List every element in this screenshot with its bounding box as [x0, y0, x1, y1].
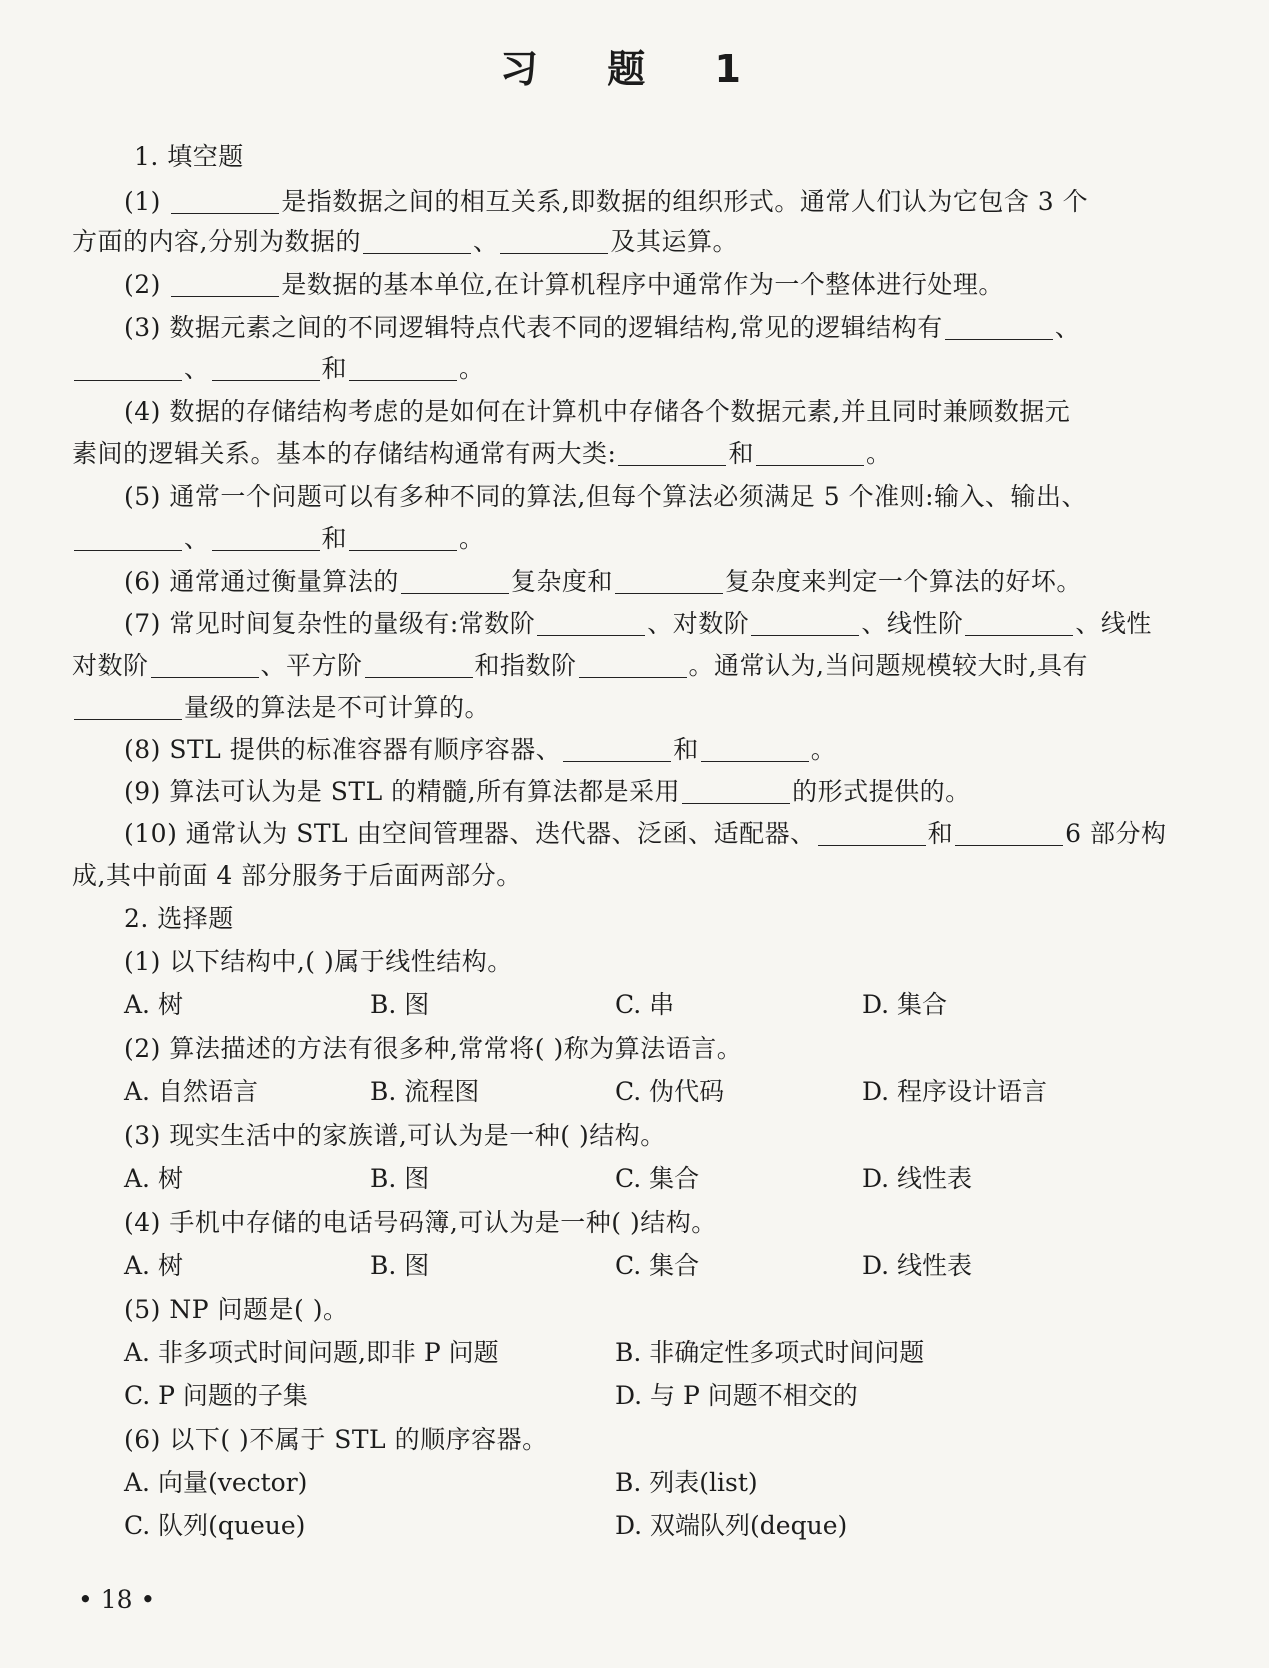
question-1-7-cont: 对数阶 、平方阶 和指数阶 。通常认为,当问题规模较大时,具有	[72, 651, 1088, 680]
option-c: C. 集合	[615, 1164, 700, 1193]
answer-blank	[212, 356, 320, 381]
option-a: A. 树	[124, 1251, 183, 1280]
answer-blank	[363, 229, 471, 254]
option-d: D. 程序设计语言	[862, 1077, 1048, 1106]
question-1-5: (5) 通常一个问题可以有多种不同的算法,但每个算法必须满足 5 个准则:输入、输出、	[124, 482, 1088, 511]
question-1-5-cont: 、 和 。	[72, 522, 1202, 556]
option-a: A. 非多项式时间问题,即非 P 问题	[124, 1338, 499, 1367]
answer-blank	[349, 356, 457, 381]
option-b: B. 列表(list)	[615, 1468, 758, 1497]
answer-blank	[74, 526, 182, 551]
question-1-8: (8) STL 提供的标准容器有顺序容器、 和 。	[124, 735, 837, 764]
question-1-10-cont: 成,其中前面 4 部分服务于后面两部分。	[72, 861, 522, 890]
answer-blank	[945, 315, 1053, 340]
option-c: C. 串	[615, 990, 675, 1019]
page-number: • 18 •	[78, 1585, 156, 1614]
option-c: C. 集合	[615, 1251, 700, 1280]
answer-blank	[579, 653, 687, 678]
answer-blank	[955, 821, 1063, 846]
answer-blank	[212, 526, 320, 551]
option-a: A. 树	[124, 1164, 183, 1193]
question-2-1: (1) 以下结构中,( )属于线性结构。	[124, 947, 513, 976]
answer-blank	[756, 441, 864, 466]
question-1-10: (10) 通常认为 STL 由空间管理器、迭代器、泛函、适配器、 和 6 部分构	[124, 819, 1167, 848]
question-1-3-cont: 、 和 。	[72, 352, 1202, 386]
option-b: B. 流程图	[370, 1077, 480, 1106]
question-1-2: (2) 是数据的基本单位,在计算机程序中通常作为一个整体进行处理。	[124, 270, 1004, 299]
question-1-4-cont: 素间的逻辑关系。基本的存储结构通常有两大类: 和 。	[72, 439, 892, 468]
question-2-3: (3) 现实生活中的家族谱,可认为是一种( )结构。	[124, 1121, 666, 1150]
question-1-7: (7) 常见时间复杂性的量级有:常数阶 、对数阶 、线性阶 、线性	[124, 609, 1152, 638]
option-b: B. 非确定性多项式时间问题	[615, 1338, 925, 1367]
answer-blank	[500, 229, 608, 254]
question-1-4: (4) 数据的存储结构考虑的是如何在计算机中存储各个数据元素,并且同时兼顾数据元	[124, 397, 1071, 426]
option-d: D. 双端队列(deque)	[615, 1511, 848, 1540]
section-heading-choice: 2. 选择题	[124, 904, 234, 933]
option-c: C. 队列(queue)	[124, 1511, 306, 1540]
answer-blank	[401, 569, 509, 594]
answer-blank	[618, 441, 726, 466]
option-b: B. 图	[370, 1164, 430, 1193]
question-2-5: (5) NP 问题是( )。	[124, 1295, 349, 1324]
answer-blank	[365, 653, 473, 678]
page-title: 习 题 1	[500, 47, 769, 91]
answer-blank	[171, 189, 279, 214]
answer-blank	[171, 272, 279, 297]
option-d: D. 线性表	[862, 1251, 973, 1280]
option-c: C. P 问题的子集	[124, 1381, 308, 1410]
question-1-9: (9) 算法可认为是 STL 的精髓,所有算法都是采用 的形式提供的。	[124, 777, 971, 806]
option-a: A. 自然语言	[124, 1077, 258, 1106]
answer-blank	[74, 356, 182, 381]
option-c: C. 伪代码	[615, 1077, 725, 1106]
answer-blank	[701, 737, 809, 762]
option-a: A. 向量(vector)	[124, 1468, 308, 1497]
answer-blank	[615, 569, 723, 594]
question-1-3: (3) 数据元素之间的不同逻辑特点代表不同的逻辑结构,常见的逻辑结构有 、	[124, 313, 1081, 342]
option-d: D. 与 P 问题不相交的	[615, 1381, 858, 1410]
answer-blank	[818, 821, 926, 846]
answer-blank	[965, 611, 1073, 636]
section-heading-fill-in: 1. 填空题	[134, 142, 244, 171]
option-b: B. 图	[370, 990, 430, 1019]
option-d: D. 集合	[862, 990, 948, 1019]
option-b: B. 图	[370, 1251, 430, 1280]
question-1-7-cont2: 量级的算法是不可计算的。	[72, 691, 1202, 725]
answer-blank	[537, 611, 645, 636]
option-d: D. 线性表	[862, 1164, 973, 1193]
question-1-6: (6) 通常通过衡量算法的 复杂度和 复杂度来判定一个算法的好坏。	[124, 567, 1082, 596]
question-1-1-cont: 方面的内容,分别为数据的 、 及其运算。	[72, 227, 738, 256]
option-a: A. 树	[124, 990, 183, 1019]
answer-blank	[751, 611, 859, 636]
answer-blank	[563, 737, 671, 762]
question-1-1: (1) 是指数据之间的相互关系,即数据的组织形式。通常人们认为它包含 3 个	[124, 187, 1089, 216]
answer-blank	[74, 695, 182, 720]
answer-blank	[349, 526, 457, 551]
answer-blank	[682, 779, 790, 804]
answer-blank	[151, 653, 259, 678]
question-2-2: (2) 算法描述的方法有很多种,常常将( )称为算法语言。	[124, 1034, 743, 1063]
question-2-4: (4) 手机中存储的电话号码簿,可认为是一种( )结构。	[124, 1208, 717, 1237]
question-2-6: (6) 以下( )不属于 STL 的顺序容器。	[124, 1425, 548, 1454]
